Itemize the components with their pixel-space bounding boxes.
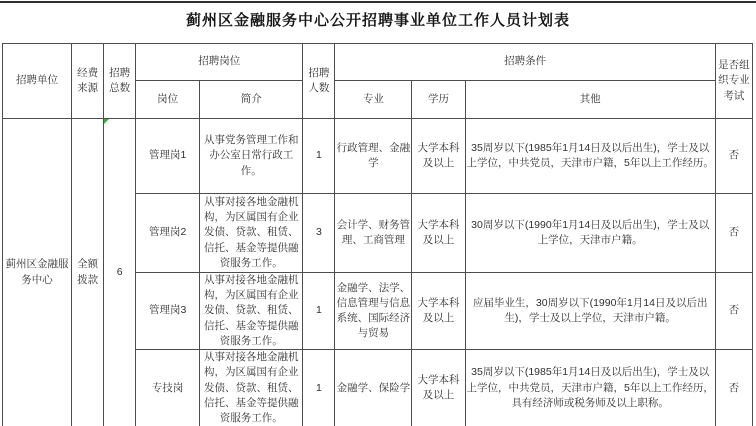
cell-exam: 否 [715,119,752,194]
cell-other: 35周岁以下(1985年1月14日及以后出生)，学士及以上学位，中共党员，天津市户籍，5年以上工作经历。 [465,119,715,194]
cell-exam: 否 [715,350,752,426]
header-funding: 经费来源 [72,44,104,119]
cell-intro: 从事党务管理工作和办公室日常行政工作。 [200,119,303,194]
top-border-line [0,1,756,3]
header-row-1 [3,44,753,81]
cell-count: 1 [303,273,335,350]
error-indicator-icon [104,119,109,124]
cell-position: 专技岗 [136,350,200,426]
recruitment-plan-table [2,43,753,426]
cell-other: 30周岁以下(1990年1月14日及以后出生)，学士及以上学位，天津市户籍。 [465,194,715,273]
cell-education: 大学本科及以上 [412,273,465,350]
cell-intro: 从事对接各地金融机构，为区属国有企业发债、贷款、租赁、信托、基金等提供融资服务工作。 [200,350,303,426]
header-unit: 招聘单位 [3,44,72,119]
cell-exam: 否 [715,273,752,350]
cell-total [104,119,136,426]
cell-total-value: 6 [116,265,123,278]
cell-education: 大学本科及以上 [412,119,465,194]
cell-count: 3 [303,194,335,273]
cell-education: 大学本科及以上 [412,350,465,426]
cell-other: 应届毕业生，30周岁以下(1990年1月14日及以后出生)，学士及以上学位，天津市户籍。 [465,273,715,350]
header-intro: 简介 [200,81,303,119]
cell-position: 管理岗2 [136,194,200,273]
header-education: 学历 [412,81,465,119]
cell-intro: 从事对接各地金融机构，为区属国有企业发债、贷款、租赁、信托、基金等提供融资服务工作。 [200,194,303,273]
cell-intro: 从事对接各地金融机构，为区属国有企业发债、贷款、租赁、信托、基金等提供融资服务工作。 [200,273,303,350]
header-conditions-group: 招聘条件 [335,44,715,81]
page-title: 蓟州区金融服务中心公开招聘事业单位工作人员计划表 [185,12,570,29]
header-exam: 是否组织专业考试 [715,44,752,119]
cell-unit: 蓟州区金融服务中心 [3,119,72,426]
cell-major: 会计学、财务管理、工商管理 [335,194,412,273]
cell-count: 1 [303,350,335,426]
cell-funding: 全额拨款 [72,119,104,426]
header-other: 其他 [465,81,715,119]
header-position: 岗位 [136,81,200,119]
header-position-group: 招聘岗位 [136,44,303,81]
header-count: 招聘人数 [303,44,335,119]
header-major: 专业 [335,81,412,119]
cell-major: 金融学、保险学 [335,350,412,426]
table-row [3,119,753,194]
cell-other: 35周岁以下(1985年1月14日及以后出生)，学士及以上学位，中共党员，天津市户籍，5年以上工作经历，具有经济师或税务师及以上职称。 [465,350,715,426]
cell-education: 大学本科及以上 [412,194,465,273]
cell-major: 金融学、法学、信息管理与信息系统、国际经济与贸易 [335,273,412,350]
cell-position: 管理岗3 [136,273,200,350]
cell-position: 管理岗1 [136,119,200,194]
cell-count: 1 [303,119,335,194]
cell-exam: 否 [715,194,752,273]
cell-major: 行政管理、金融学 [335,119,412,194]
header-total: 招聘总数 [104,44,136,119]
